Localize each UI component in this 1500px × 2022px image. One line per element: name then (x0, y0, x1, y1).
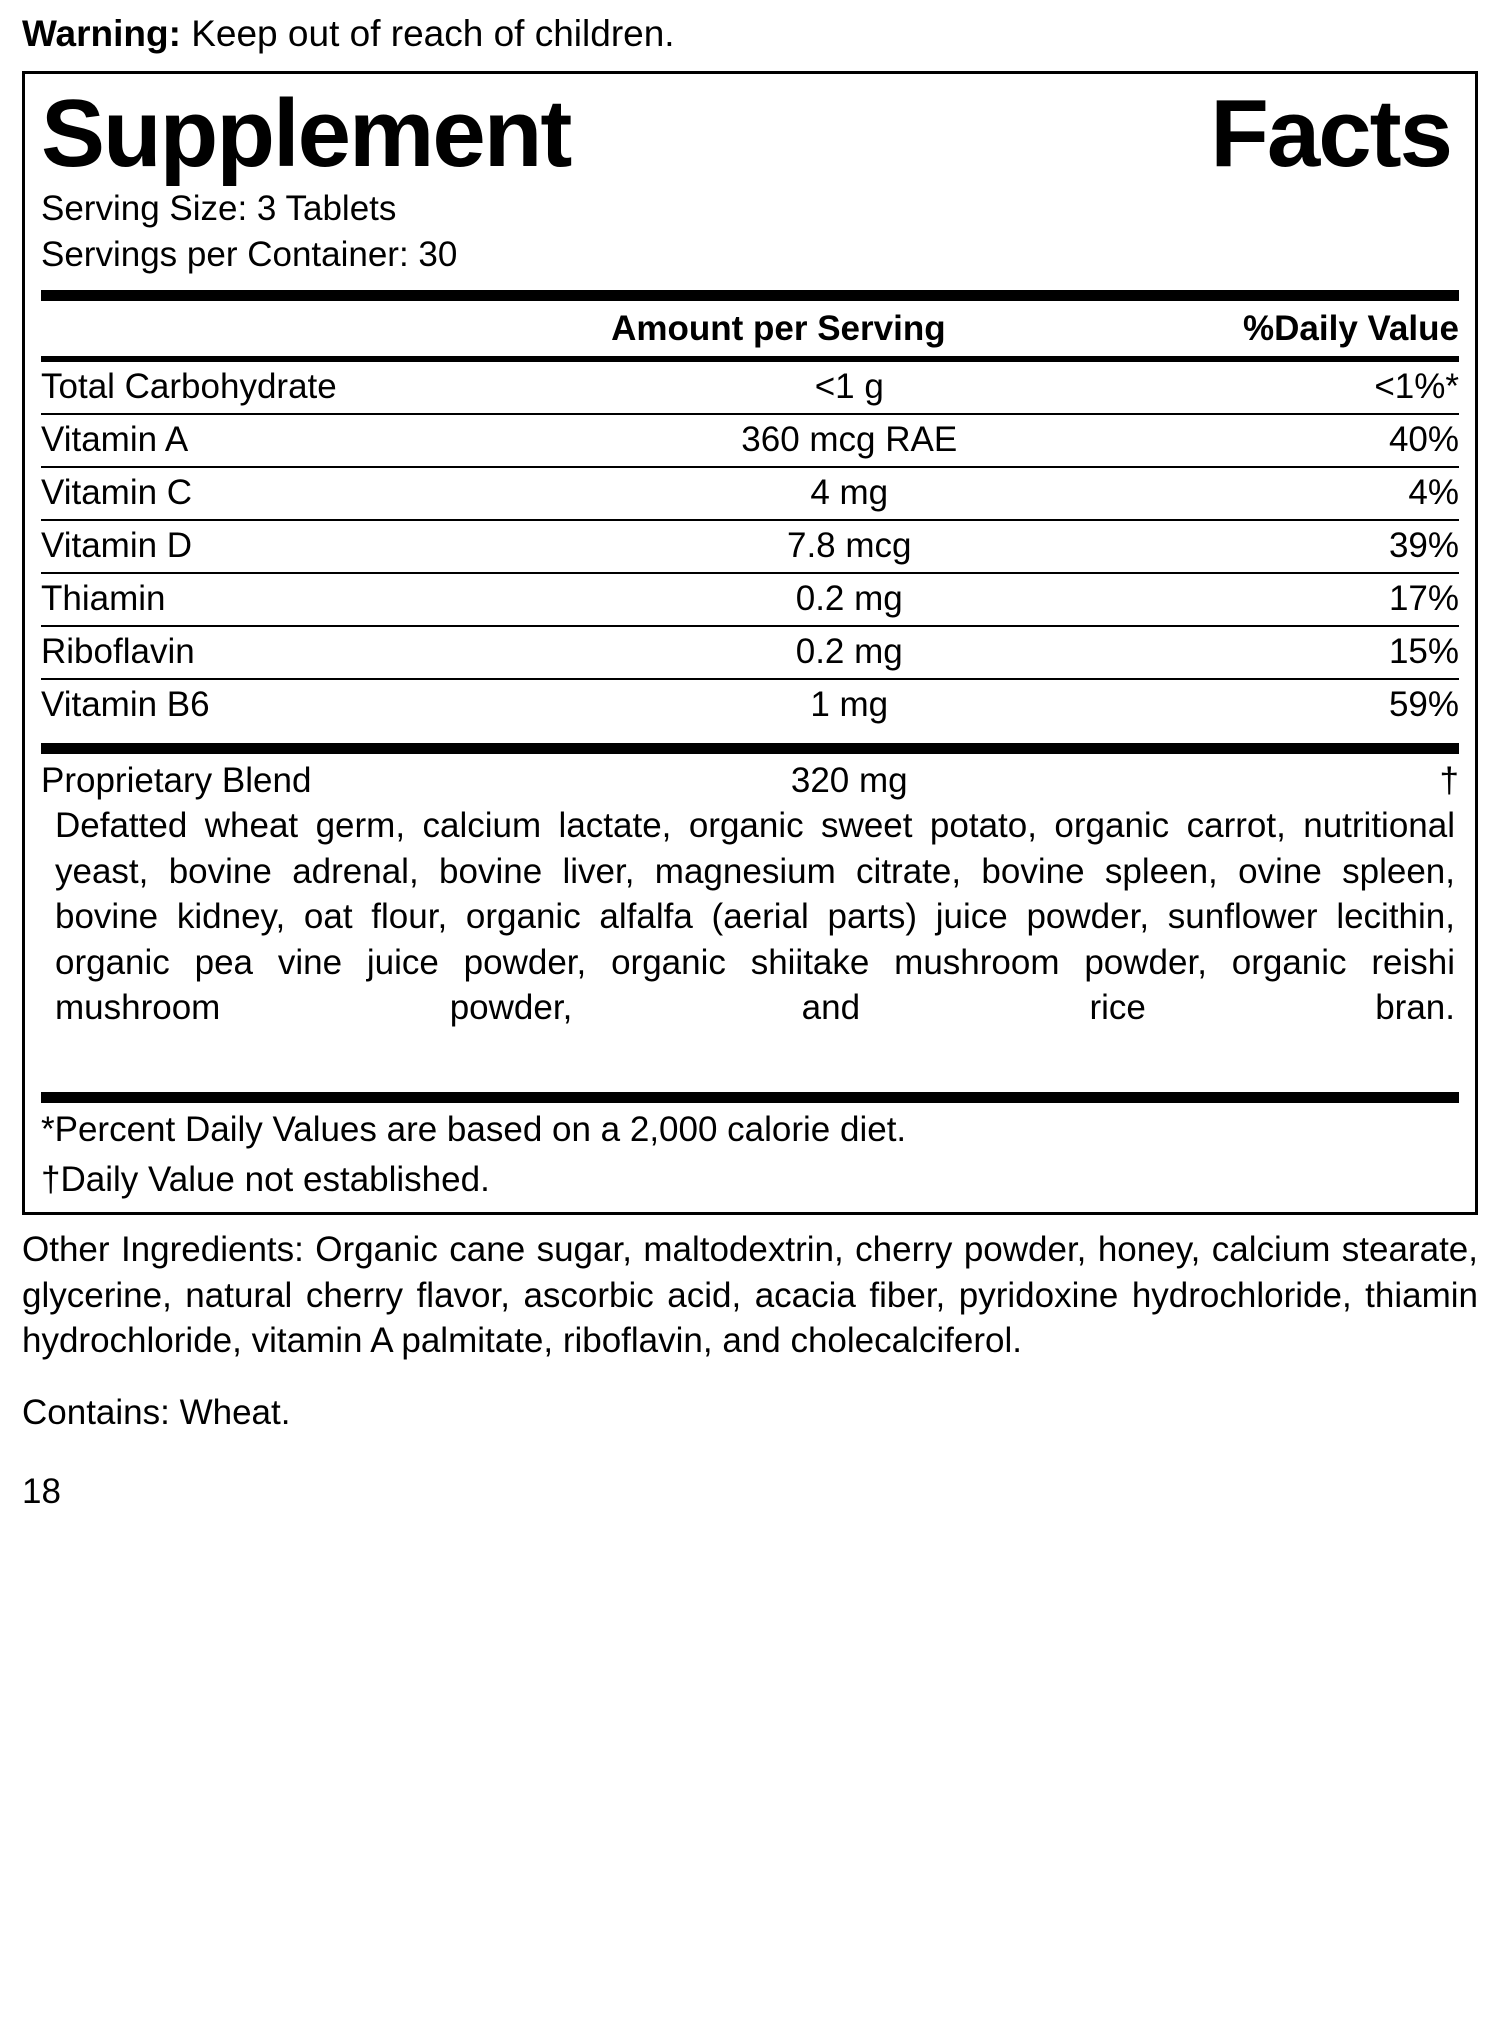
nutrient-name: Thiamin (41, 573, 608, 626)
nutrient-name: Total Carbohydrate (41, 362, 608, 414)
table-header-row (41, 301, 1459, 356)
blend-amount: 320 mg (790, 761, 908, 801)
header-spacer (41, 309, 466, 349)
blend-dv: † (1439, 761, 1459, 801)
nutrient-amount: 0.2 mg (608, 626, 1090, 679)
nutrient-dv: 17% (1090, 573, 1459, 626)
panel-title (41, 80, 1459, 186)
nutrient-amount: 4 mg (608, 467, 1090, 520)
warning-label: Warning: (22, 13, 181, 54)
nutrient-amount: 0.2 mg (608, 573, 1090, 626)
table-row (41, 467, 1459, 520)
blend-ingredients: Defatted wheat germ, calcium lactate, organic sweet potato, organic carrot, nutritional yeast, bovine adrenal, bovine liver, magnesium citrate, bovine spleen, ovine spleen, bovine kidney, oat flour, organic alfalfa (aerial parts) juice powder, sunflower lecithin, organic pea vine juice powder, organic shiitake mushroom powder, organic reishi mushroom powder, and rice bran. (55, 806, 1455, 1028)
supplement-facts-panel (22, 71, 1478, 1215)
nutrient-name: Vitamin A (41, 414, 608, 467)
blend-name: Proprietary Blend (41, 761, 312, 801)
nutrient-dv: 59% (1388, 685, 1459, 725)
header-daily-value: %Daily Value (1243, 309, 1459, 349)
nutrient-amount: <1 g (608, 362, 1090, 414)
table-row (41, 414, 1459, 467)
page-number: 18 (22, 1472, 61, 1512)
serving-size: Serving Size: 3 Tablets (41, 188, 397, 228)
nutrient-name: Vitamin D (41, 520, 608, 573)
proprietary-blend-row (41, 754, 1459, 803)
nutrient-dv: 4% (1090, 467, 1459, 520)
panel-title-word-facts: Facts (1210, 79, 1451, 187)
table-row (41, 679, 1459, 731)
warning-line (22, 0, 1478, 71)
nutrient-dv: 40% (1090, 414, 1459, 467)
warning-text: Keep out of reach of children. (180, 13, 675, 54)
nutrient-name: Riboflavin (41, 626, 608, 679)
header-amount-per-serving: Amount per Serving (611, 309, 946, 349)
table-row (41, 573, 1459, 626)
footnote-dv-not-established: †Daily Value not established. (41, 1159, 490, 1199)
rule-thick-top (41, 290, 1459, 301)
table-row (41, 626, 1459, 679)
nutrient-name: Vitamin C (41, 467, 608, 520)
nutrient-dv: <1%* (1090, 362, 1459, 414)
table-row (41, 362, 1459, 414)
nutrient-amount: 360 mcg RAE (608, 414, 1090, 467)
rule-above-blend (41, 743, 1459, 754)
table-row (41, 520, 1459, 573)
nutrient-dv: 15% (1090, 626, 1459, 679)
panel-title-word-supplement: Supplement (41, 79, 571, 187)
servings-per-container: Servings per Container: 30 (41, 234, 458, 274)
other-ingredients: Other Ingredients: Organic cane sugar, maltodextrin, cherry powder, honey, calcium stearate, glycerine, natural cherry flavor, ascorbic acid, acacia fiber, pyridoxine hydrochloride, thiamin hydrochloride, vitamin A palmitate, riboflavin, and cholecalciferol. (22, 1230, 1478, 1361)
footnote-daily-values: *Percent Daily Values are based on a 2,000 calorie diet. (41, 1110, 907, 1150)
contains-allergens: Contains: Wheat. (22, 1392, 291, 1432)
rule-below-blend (41, 1092, 1459, 1103)
nutrient-amount: 7.8 mcg (608, 520, 1090, 573)
nutrient-dv: 39% (1090, 520, 1459, 573)
nutrients-table (41, 362, 1459, 731)
nutrient-name: Vitamin B6 (41, 685, 210, 725)
nutrient-amount: 1 mg (810, 685, 889, 725)
